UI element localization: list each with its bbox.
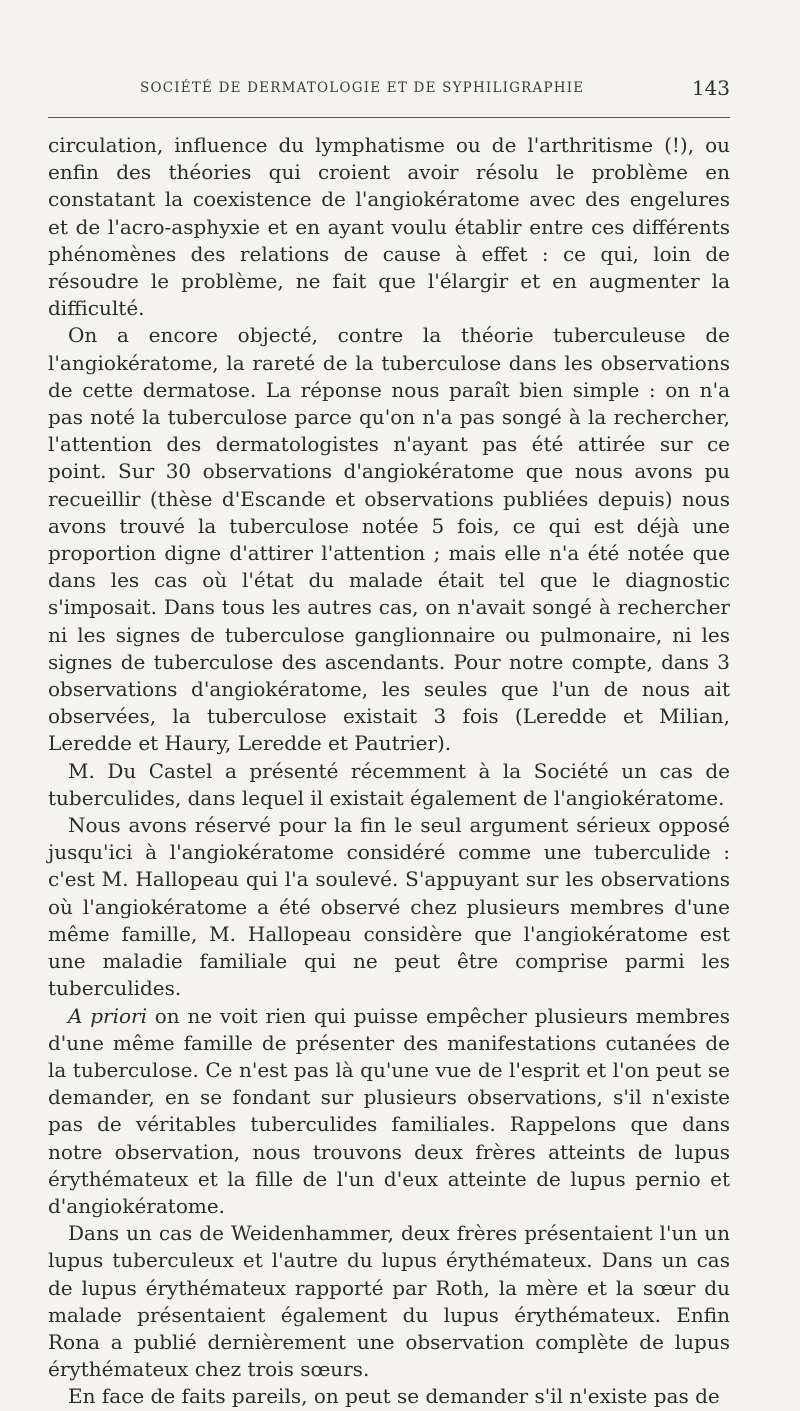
paragraph-3: M. Du Castel a présenté récemment à la Société un cas de tuberculides, dans lequel il existait également de l'angiokératome. <box>48 758 730 810</box>
paragraph-2: On a encore objecté, contre la théorie tuberculeuse de l'angiokératome, la rareté de la tuberculose dans les observations de cette dermatose. La réponse nous paraît bien simple : on n'a pas noté la tuberculose parce qu'on n'a pas songé à la rechercher, l'attention des dermatologistes n'ayant pas été attirée sur ce point. Sur 30 observations d'angiokératome que nous avons pu recueillir (thèse d'Escande et observations publiées depuis) nous avons trouvé la tuberculose notée 5 fois, ce qui est déjà une proportion digne d'attirer l'attention ; mais elle n'a été notée que dans les cas où l'état du malade était tel que le diagnostic s'imposait. Dans tous les autres cas, on n'avait songé à rechercher ni les signes de tuberculose ganglionnaire ou pulmonaire, ni les signes de tuberculose des ascendants. Pour notre compte, dans 3 observations d'angiokératome, les seules que l'un de nous ait observées, la tuberculose existait 3 fois (Leredde et Milian, Leredde et Haury, Leredde et Pautrier). <box>48 323 730 756</box>
page-header <box>48 78 730 104</box>
italic-lead: A priori <box>68 1003 147 1028</box>
paragraph-5 <box>48 1003 730 1221</box>
header-rule <box>48 117 730 118</box>
paragraph-1: circulation, influence du lymphatisme ou de l'arthritisme (!), ou enfin des théories qui croient avoir résolu le problème en constatant la coexistence de l'angiokératome avec des engelures et de l'acro-asphyxie et en ayant voulu établir entre ces différents phénomènes des relations de cause à effet : ce qui, loin de résoudre le problème, ne fait que l'élargir et en augmenter la difficulté. <box>48 133 730 321</box>
page-number: 143 <box>691 76 730 100</box>
paragraph-6: Dans un cas de Weidenhammer, deux frères présentaient l'un un lupus tuberculeux et l'autre du lupus érythémateux. Dans un cas de lupus érythémateux rapporté par Roth, la mère et la sœur du malade présentaient également du lupus érythémateux. Enfin Rona a publié dernièrement une observation complète de lupus érythémateux chez trois sœurs. <box>48 1221 730 1382</box>
paragraph-5-text: on ne voit rien qui puisse empêcher plusieurs membres d'une même famille de présenter des manifestations cutanées de la tuberculose. Ce n'est pas là qu'une vue de l'esprit et l'on peut se demander, en se fondant sur plusieurs observations, s'il n'existe pas de véritables tuberculides familiales. Rappelons que dans notre observation, nous trouvons deux frères atteints de lupus érythémateux et la fille de l'un d'eux atteinte de lupus pernio et d'angiokératome. <box>48 1003 730 1218</box>
running-head: SOCIÉTÉ DE DERMATOLOGIE ET DE SYPHILIGRAPHIE <box>140 80 585 96</box>
body-text <box>48 132 730 1411</box>
paragraph-4: Nous avons réservé pour la fin le seul argument sérieux opposé jusqu'ici à l'angiokératome considéré comme une tuberculide : c'est M. Hallopeau qui l'a soulevé. S'appuyant sur les observations où l'angiokératome a été observé chez plusieurs membres d'une même famille, M. Hallopeau considère que l'angiokératome est une maladie familiale qui ne peut être comprise parmi les tuberculides. <box>48 813 730 1001</box>
paragraph-7: En face de faits pareils, on peut se demander s'il n'existe pas de <box>68 1384 720 1409</box>
